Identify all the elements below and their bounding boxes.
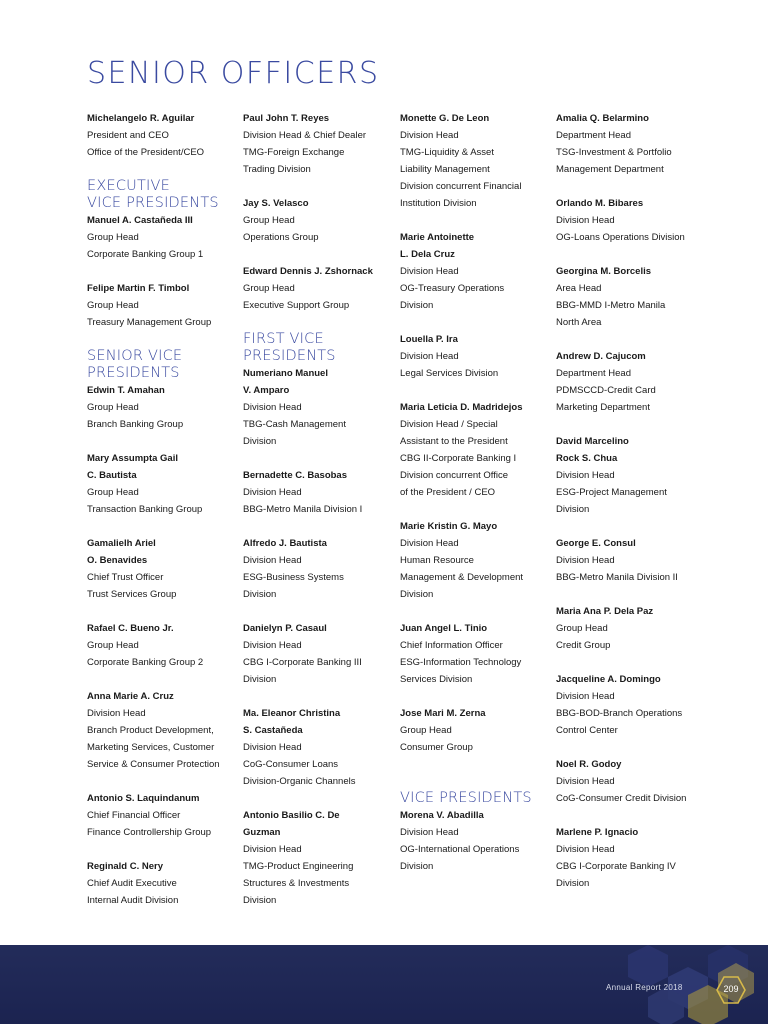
officer-detail: Division Head — [243, 402, 302, 413]
officer-detail: Group Head — [243, 215, 295, 226]
officer-name: Bernadette C. Basobas — [243, 470, 348, 481]
officer-detail: CoG-Consumer Credit Division — [556, 793, 687, 804]
officer-detail: TMG-Foreign Exchange — [243, 147, 345, 158]
officer-detail: Structures & Investments — [243, 878, 350, 889]
officer-detail: Division — [400, 861, 434, 872]
officer-detail: Division Head — [400, 827, 459, 838]
officer-detail: of the President / CEO — [400, 487, 496, 498]
section-heading: EXECUTIVE — [87, 178, 171, 194]
officer-detail: OG-Loans Operations Division — [556, 232, 685, 243]
spacer — [243, 178, 395, 195]
section-heading: PRESIDENTS — [243, 348, 336, 364]
officer-detail: Division Head — [400, 351, 459, 362]
officer-detail: Group Head — [87, 232, 139, 243]
officer-name: Manuel A. Castañeda III — [87, 215, 193, 226]
officer-detail: Division — [243, 895, 277, 906]
officer-name: S. Castañeda — [243, 725, 303, 736]
officer-detail: Division Head — [556, 215, 615, 226]
officer-detail: Marketing Services, Customer — [87, 742, 215, 753]
officer-name: Rock S. Chua — [556, 453, 618, 464]
officer-name: Felipe Martin F. Timbol — [87, 283, 190, 294]
officer-detail: Division Head — [556, 691, 615, 702]
spacer — [400, 382, 552, 399]
officer-detail: CoG-Consumer Loans — [243, 759, 339, 770]
section-heading: FIRST VICE — [243, 331, 324, 347]
officer-name: Jose Mari M. Zerna — [400, 708, 486, 719]
spacer — [87, 603, 239, 620]
officer-name: Reginald C. Nery — [87, 861, 164, 872]
officer-detail: Finance Controllership Group — [87, 827, 212, 838]
officer-detail: Division Head / Special — [400, 419, 498, 430]
officer-detail: Branch Product Development, — [87, 725, 214, 736]
spacer — [243, 314, 395, 331]
officer-detail: Division — [243, 436, 277, 447]
officer-detail: Division — [400, 589, 434, 600]
officer-detail: Credit Group — [556, 640, 611, 651]
officer-name: Antonio Basilio C. De — [243, 810, 340, 821]
officer-detail: Internal Audit Division — [87, 895, 179, 906]
spacer — [87, 773, 239, 790]
officer-detail: North Area — [556, 317, 602, 328]
officer-detail: Legal Services Division — [400, 368, 499, 379]
officer-column-4 — [556, 110, 724, 892]
officer-name: O. Benavides — [87, 555, 148, 566]
officer-detail: PDMSCCD-Credit Card — [556, 385, 656, 396]
spacer — [87, 161, 239, 178]
officer-detail: Division — [556, 504, 590, 515]
section-heading: PRESIDENTS — [87, 365, 180, 381]
officer-detail: Division Head — [556, 555, 615, 566]
officer-name: Georgina M. Borcelis — [556, 266, 652, 277]
officer-detail: Transaction Banking Group — [87, 504, 203, 515]
spacer — [556, 586, 724, 603]
officer-detail: ESG-Information Technology — [400, 657, 522, 668]
officer-detail: OG-Treasury Operations — [400, 283, 505, 294]
officer-detail: Trust Services Group — [87, 589, 177, 600]
officer-detail: Treasury Management Group — [87, 317, 212, 328]
officer-detail: Division Head — [243, 742, 302, 753]
officer-detail: Group Head — [556, 623, 608, 634]
spacer — [243, 688, 395, 705]
officer-detail: Assistant to the President — [400, 436, 508, 447]
spacer — [243, 246, 395, 263]
officer-name: Paul John T. Reyes — [243, 113, 330, 124]
annual-report-label: Annual Report 2018 — [606, 983, 683, 992]
officer-detail: Operations Group — [243, 232, 319, 243]
officer-detail: Corporate Banking Group 2 — [87, 657, 204, 668]
officer-name: V. Amparo — [243, 385, 290, 396]
officer-detail: CBG I-Corporate Banking III — [243, 657, 362, 668]
spacer — [87, 331, 239, 348]
officer-name: Danielyn P. Casaul — [243, 623, 327, 634]
officer-detail: Group Head — [87, 300, 139, 311]
officer-detail: BBG-BOD-Branch Operations — [556, 708, 683, 719]
spacer — [400, 756, 552, 773]
officer-detail: Institution Division — [400, 198, 477, 209]
officer-name: Monette G. De Leon — [400, 113, 490, 124]
officer-name: Louella P. Ira — [400, 334, 458, 345]
officer-detail: Division Head — [400, 130, 459, 141]
officer-name: Andrew D. Cajucom — [556, 351, 646, 362]
officer-detail: Group Head — [400, 725, 452, 736]
officer-detail: Services Division — [400, 674, 473, 685]
spacer — [400, 212, 552, 229]
officer-name: Orlando M. Bibares — [556, 198, 644, 209]
officer-detail: Division Head — [243, 487, 302, 498]
officer-name: Numeriano Manuel — [243, 368, 328, 379]
officer-detail: Trading Division — [243, 164, 311, 175]
officer-column-3 — [400, 110, 552, 875]
officer-name: Amalia Q. Belarmino — [556, 113, 649, 124]
spacer — [87, 671, 239, 688]
officer-detail: Corporate Banking Group 1 — [87, 249, 204, 260]
officer-detail: Group Head — [87, 640, 139, 651]
spacer — [87, 518, 239, 535]
officer-detail: Chief Audit Executive — [87, 878, 177, 889]
officer-detail: Human Resource — [400, 555, 474, 566]
officer-detail: Executive Support Group — [243, 300, 350, 311]
officer-name: Jacqueline A. Domingo — [556, 674, 661, 685]
officer-detail: Division-Organic Channels — [243, 776, 356, 787]
officer-detail: Division Head — [556, 776, 615, 787]
officer-name: Alfredo J. Bautista — [243, 538, 327, 549]
spacer — [243, 603, 395, 620]
officer-detail: President and CEO — [87, 130, 169, 141]
officer-detail: Division — [400, 300, 434, 311]
officer-name: L. Dela Cruz — [400, 249, 455, 260]
spacer — [556, 654, 724, 671]
spacer — [556, 331, 724, 348]
officer-detail: Marketing Department — [556, 402, 650, 413]
officer-detail: Group Head — [243, 283, 295, 294]
officer-detail: BBG-MMD I-Metro Manila — [556, 300, 666, 311]
spacer — [243, 450, 395, 467]
officer-detail: Consumer Group — [400, 742, 473, 753]
officer-detail: Area Head — [556, 283, 602, 294]
officer-detail: CBG II-Corporate Banking I — [400, 453, 517, 464]
officer-name: David Marcelino — [556, 436, 629, 447]
officer-name: Noel R. Godoy — [556, 759, 622, 770]
page-number: 209 — [723, 984, 739, 994]
spacer — [87, 841, 239, 858]
officer-detail: Division concurrent Office — [400, 470, 509, 481]
officer-detail: Department Head — [556, 368, 631, 379]
officer-detail: Division Head & Chief Dealer — [243, 130, 367, 141]
officer-detail: Division Head — [87, 708, 146, 719]
section-heading: VICE PRESIDENTS — [87, 195, 219, 211]
spacer — [243, 518, 395, 535]
officer-detail: Management Department — [556, 164, 664, 175]
officer-detail: BBG-Metro Manila Division I — [243, 504, 363, 515]
officer-name: Marie Kristin G. Mayo — [400, 521, 498, 532]
spacer — [87, 263, 239, 280]
officer-name: C. Bautista — [87, 470, 137, 481]
officer-detail: Department Head — [556, 130, 631, 141]
officer-detail: BBG-Metro Manila Division II — [556, 572, 678, 583]
spacer — [243, 790, 395, 807]
officer-detail: Liability Management — [400, 164, 490, 175]
officer-name: Rafael C. Bueno Jr. — [87, 623, 174, 634]
officer-detail: ESG-Business Systems — [243, 572, 344, 583]
spacer — [556, 807, 724, 824]
officer-name: Marlene P. Ignacio — [556, 827, 639, 838]
officer-detail: Chief Financial Officer — [87, 810, 181, 821]
officer-detail: Division Head — [243, 844, 302, 855]
officer-name: Anna Marie A. Cruz — [87, 691, 174, 702]
officer-detail: TBG-Cash Management — [243, 419, 346, 430]
officer-detail: Chief Trust Officer — [87, 572, 164, 583]
officer-detail: Division Head — [243, 640, 302, 651]
spacer — [400, 501, 552, 518]
officer-name: Antonio S. Laquindanum — [87, 793, 200, 804]
officer-detail: OG-International Operations — [400, 844, 520, 855]
officer-column-1 — [87, 110, 239, 909]
officer-detail: Division — [556, 878, 590, 889]
officer-name: Maria Leticia D. Madridejos — [400, 402, 523, 413]
officer-detail: CBG I-Corporate Banking IV — [556, 861, 676, 872]
officer-detail: TSG-Investment & Portfolio — [556, 147, 672, 158]
officer-detail: Division Head — [556, 844, 615, 855]
officer-name: Ma. Eleanor Christina — [243, 708, 341, 719]
spacer — [87, 433, 239, 450]
officer-name: Edwin T. Amahan — [87, 385, 165, 396]
page-title: SENIOR OFFICERS — [87, 56, 380, 91]
officer-detail: Division Head — [556, 470, 615, 481]
officer-detail: Service & Consumer Protection — [87, 759, 220, 770]
officer-name: Edward Dennis J. Zshornack — [243, 266, 373, 277]
spacer — [400, 603, 552, 620]
officer-name: Juan Angel L. Tinio — [400, 623, 488, 634]
spacer — [556, 178, 724, 195]
officer-name: Guzman — [243, 827, 281, 838]
officer-detail: Division concurrent Financial — [400, 181, 522, 192]
officer-name: Morena V. Abadilla — [400, 810, 484, 821]
officer-name: Gamalielh Ariel — [87, 538, 156, 549]
officer-name: Maria Ana P. Dela Paz — [556, 606, 654, 617]
officer-name: Mary Assumpta Gail — [87, 453, 178, 464]
officer-column-2 — [243, 110, 395, 909]
spacer — [556, 739, 724, 756]
officer-detail: Branch Banking Group — [87, 419, 184, 430]
officer-detail: Office of the President/CEO — [87, 147, 205, 158]
officer-detail: Control Center — [556, 725, 618, 736]
officer-detail: Division — [243, 589, 277, 600]
officer-detail: Division — [243, 674, 277, 685]
officer-detail: TMG-Product Engineering — [243, 861, 354, 872]
officer-name: Michelangelo R. Aguilar — [87, 113, 195, 124]
section-heading: VICE PRESIDENTS — [400, 790, 532, 806]
spacer — [400, 688, 552, 705]
officer-detail: ESG-Project Management — [556, 487, 667, 498]
officer-detail: Group Head — [87, 402, 139, 413]
spacer — [400, 314, 552, 331]
officer-detail: Chief Information Officer — [400, 640, 503, 651]
spacer — [556, 416, 724, 433]
officer-detail: Division Head — [243, 555, 302, 566]
officer-name: Marie Antoinette — [400, 232, 475, 243]
officer-detail: Division Head — [400, 266, 459, 277]
officer-detail: Management & Development — [400, 572, 524, 583]
officer-detail: TMG-Liquidity & Asset — [400, 147, 494, 158]
officer-name: Jay S. Velasco — [243, 198, 309, 209]
section-heading: SENIOR VICE — [87, 348, 183, 364]
spacer — [400, 773, 552, 790]
officer-detail: Division Head — [400, 538, 459, 549]
officer-detail: Group Head — [87, 487, 139, 498]
spacer — [556, 246, 724, 263]
officer-name: George E. Consul — [556, 538, 636, 549]
spacer — [556, 518, 724, 535]
